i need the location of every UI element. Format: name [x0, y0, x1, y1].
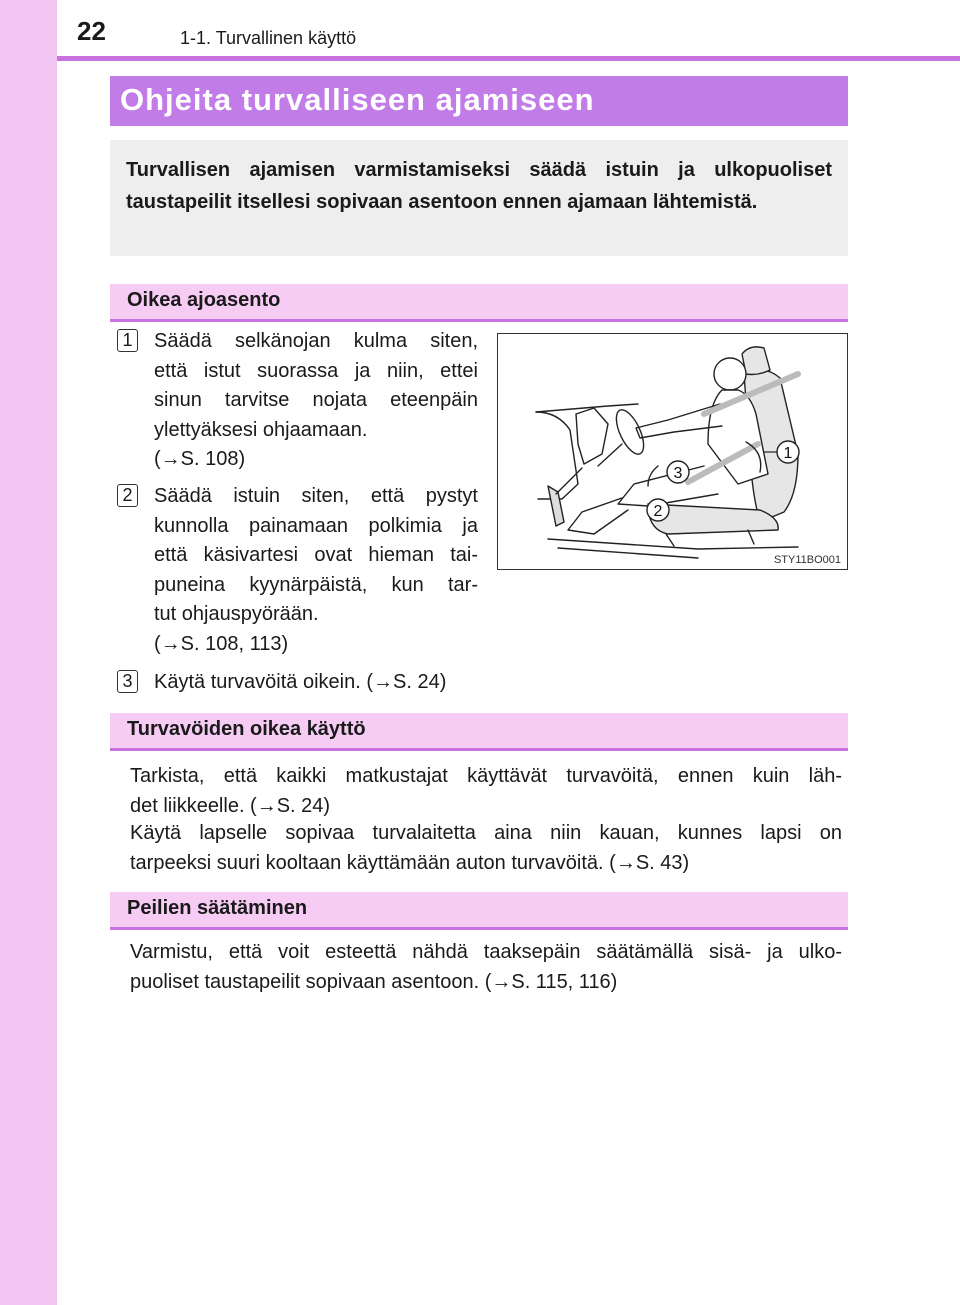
subheading-label: Oikea ajoasento	[127, 289, 281, 311]
dash-panel	[576, 408, 608, 464]
text-line: Säädä istuin siten, että pystyt	[154, 485, 478, 507]
page-title: Ohjeita turvalliseen ajamiseen	[120, 82, 595, 117]
text-line: Tarkista, että kaikki matkustajat käyttävät turvavöitä, ennen kuin läh-	[130, 765, 842, 787]
text-line: (→S. 108, 113)	[154, 632, 289, 655]
driver-head	[714, 358, 746, 390]
steering-wheel	[611, 406, 649, 458]
subheading-seatbelts	[110, 713, 848, 751]
seatbelt-paragraph-1	[130, 762, 842, 821]
section-breadcrumb: 1-1. Turvallinen käyttö	[180, 28, 357, 48]
step-number-badge: 1	[117, 329, 138, 352]
subheading-mirrors	[110, 892, 848, 930]
subheading-label: Peilien säätäminen	[127, 897, 308, 919]
text-line: että käsivartesi ovat hieman tai-	[154, 544, 478, 566]
text-line: tarpeeksi suuri kooltaan käyttämään auton turvavöitä. (→S. 43)	[130, 851, 690, 874]
callout-3-label: 3	[673, 465, 683, 482]
mirrors-paragraph	[130, 938, 842, 997]
step-1-text	[154, 327, 478, 475]
step-3-text	[154, 668, 514, 698]
callout-2-label: 2	[653, 503, 663, 520]
header-rule	[57, 56, 960, 61]
text-line: sinun tarvitse nojata eteenpäin	[154, 389, 478, 411]
intro-text: Turvallisen ajamisen varmistamiseksi säädä istuin ja ulkopuoliset taustapeilit itsellesi sopivaan asentoon ennen ajamaan lähtemistä.	[126, 159, 832, 213]
car-front-outline	[536, 412, 578, 499]
floor-line-lower	[558, 548, 698, 558]
driver-seat-drawing	[498, 334, 846, 568]
adjust-arrow	[648, 466, 658, 486]
subheading-driving-position	[110, 284, 848, 322]
page-number: 22	[77, 16, 106, 46]
page-side-stripe	[0, 0, 57, 1305]
text-line: Varmistu, että voit esteettä nähdä taaksepäin säätämällä sisä- ja ulko-	[130, 941, 842, 963]
figure-caption: STY11BO001	[773, 554, 841, 566]
seatbelt-paragraph-2	[130, 819, 842, 878]
text-line: det liikkeelle. (→S. 24)	[130, 794, 331, 817]
text-line: kunnolla painamaan polkimia ja	[154, 514, 478, 537]
step-number-badge: 2	[117, 484, 138, 507]
text-line: puneina kyynärpäistä, kun tar-	[154, 573, 478, 596]
intro-box	[110, 140, 848, 256]
step-number-badge: 3	[117, 670, 138, 693]
text-line: että istut suorassa ja niin, ettei	[154, 359, 478, 382]
text-line: puoliset taustapeilit sopivaan asentoon. (→S. 115, 116)	[130, 970, 618, 993]
text-line: Käytä turvavöitä oikein. (→S. 24)	[154, 671, 447, 693]
text-line: (→S. 108)	[154, 448, 246, 470]
text-line: Säädä selkänojan kulma siten,	[154, 330, 478, 352]
text-line: tut ohjauspyörään.	[154, 603, 319, 625]
driving-position-illustration	[497, 333, 848, 570]
text-line: Käytä lapselle sopivaa turvalaitetta aina niin kauan, kunnes lapsi on	[130, 822, 842, 844]
page-header	[57, 0, 960, 62]
page-title-bar	[110, 76, 848, 126]
callout-1-label: 1	[783, 445, 793, 462]
text-line: ylettyäksesi ohjaamaan.	[154, 418, 368, 441]
pedal	[548, 486, 564, 526]
subheading-label: Turvavöiden oikea käyttö	[127, 718, 366, 740]
step-2-text	[154, 482, 478, 659]
